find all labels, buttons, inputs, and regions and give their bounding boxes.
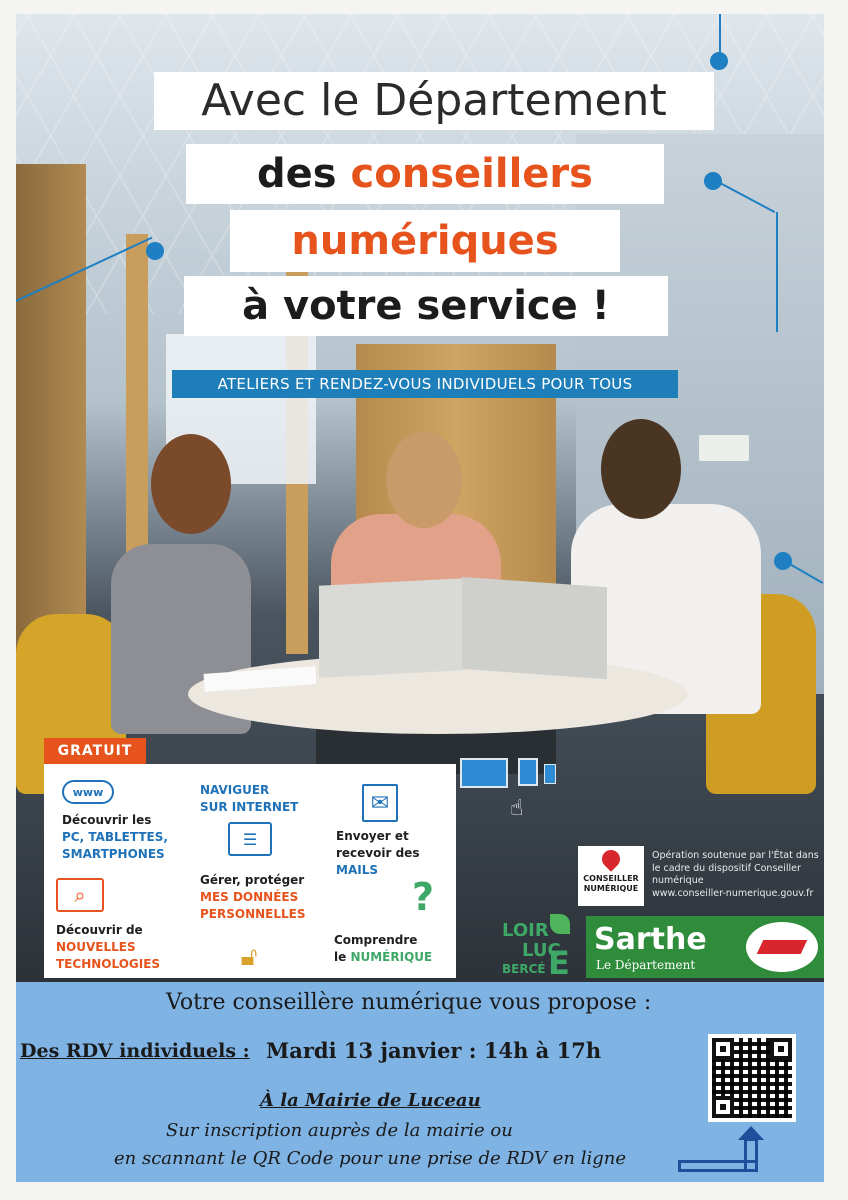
circuit-dot — [146, 242, 164, 260]
sarthe-departement: Le Département — [596, 958, 696, 972]
service-line: recevoir des — [336, 846, 420, 860]
qr-code[interactable] — [708, 1034, 796, 1122]
service-line: TECHNOLOGIES — [56, 957, 161, 971]
headline-line-2-part-2: conseillers — [350, 151, 593, 197]
partner-url: www.conseiller-numerique.gouv.fr — [652, 887, 814, 899]
service-line: SMARTPHONES — [62, 847, 165, 861]
logo-text: NUMÉRIQUE — [583, 884, 639, 893]
flyer — [16, 14, 824, 1182]
service-donnees — [200, 872, 306, 923]
conseiller-numerique-logo — [578, 846, 644, 906]
magnifier-screen-icon: ⌕ — [56, 878, 104, 912]
service-line: Découvrir de — [56, 923, 143, 937]
monitor-list-icon: ☰ — [228, 822, 272, 856]
luc-text: LUC — [522, 940, 561, 961]
location-pin-icon — [598, 846, 623, 871]
service-naviguer — [200, 782, 298, 816]
padlock-icon: 🔓︎ — [240, 941, 258, 972]
sarthe-emblem-icon — [746, 922, 818, 972]
woman-center-head — [386, 432, 462, 528]
phone-icon — [544, 764, 556, 784]
headline-line-2-part-1: des — [257, 151, 351, 197]
headline-line-3: numériques — [230, 210, 620, 272]
wall-switch — [699, 435, 749, 461]
service-numerique — [334, 932, 432, 966]
arrow-tip — [738, 1126, 764, 1140]
arrow-up-icon — [678, 1130, 768, 1170]
wood-wall — [16, 164, 86, 684]
devices-illustration — [460, 752, 560, 822]
headline-line-2 — [186, 144, 664, 204]
tablet-icon — [518, 758, 538, 786]
rdv-date: Mardi 13 janvier : 14h à 17h — [266, 1038, 602, 1063]
service-line: PERSONNELLES — [200, 907, 306, 921]
e-letter: E — [548, 944, 570, 982]
mail-icon: ✉ — [362, 784, 398, 822]
qr-finder — [712, 1096, 734, 1118]
service-line: NAVIGUER — [200, 783, 270, 797]
service-line: SUR INTERNET — [200, 800, 299, 814]
service-line: Envoyer et — [336, 829, 409, 843]
headline-line-1: Avec le Département — [154, 72, 714, 130]
subtitle-banner: ATELIERS ET RENDEZ-VOUS INDIVIDUELS POUR TOUS — [172, 370, 678, 398]
arrow-shaft — [744, 1138, 758, 1172]
services-box — [44, 764, 456, 978]
service-line: NOUVELLES — [56, 940, 136, 954]
service-line: NUMÉRIQUE — [350, 950, 433, 964]
man-right-head — [601, 419, 681, 519]
inscription-line-2: en scannant le QR Code pour une prise de RDV en ligne — [114, 1148, 627, 1169]
leaf-icon — [550, 914, 570, 934]
info-panel — [16, 982, 824, 1182]
www-search-icon: www — [62, 780, 114, 804]
qr-finder — [712, 1038, 734, 1060]
service-line: Comprendre — [334, 933, 418, 947]
laptop-right — [462, 577, 607, 679]
info-intro: Votre conseillère numérique vous propose : — [166, 990, 652, 1015]
berce-text: BERCÉ — [502, 962, 546, 976]
gratuit-badge: GRATUIT — [44, 738, 146, 764]
circuit-dot — [704, 172, 722, 190]
service-line: PC, TABLETTES, — [62, 830, 168, 844]
service-line: le — [334, 950, 351, 964]
woman-left-head — [151, 434, 231, 534]
service-line: MES DONNÉES — [200, 890, 299, 904]
circuit-dot — [710, 52, 728, 70]
qr-finder — [770, 1038, 792, 1060]
logo-text: CONSEILLER — [583, 874, 639, 883]
rdv-label: Des RDV individuels : — [20, 1040, 250, 1062]
inscription-line-1: Sur inscription auprès de la mairie ou — [166, 1120, 513, 1141]
sarthe-logo — [586, 916, 824, 978]
service-line: Gérer, protéger — [200, 873, 305, 887]
loir-luce-berce-logo — [502, 914, 582, 980]
service-line: Découvrir les — [62, 813, 152, 827]
operation-text — [652, 850, 824, 900]
service-mails — [336, 828, 419, 879]
laptop-icon — [460, 758, 508, 788]
laptop-left — [319, 578, 464, 678]
circuit-line — [719, 14, 721, 54]
rdv-place: À la Mairie de Luceau — [260, 1090, 481, 1111]
circuit-dot — [774, 552, 792, 570]
hand-cursor-icon: ☝ — [510, 796, 524, 821]
service-line: MAILS — [336, 863, 378, 877]
service-decouvrir-pc — [62, 812, 168, 863]
loir-text: LOIR — [502, 920, 549, 941]
operation-description: Opération soutenue par l'État dans le cadre du dispositif Conseiller numérique — [652, 850, 819, 886]
circuit-line — [776, 212, 778, 332]
service-technologies — [56, 922, 160, 973]
headline-line-4: à votre service ! — [184, 276, 668, 336]
sarthe-name: Sarthe — [594, 922, 707, 957]
question-mark-icon: ? — [411, 875, 435, 919]
